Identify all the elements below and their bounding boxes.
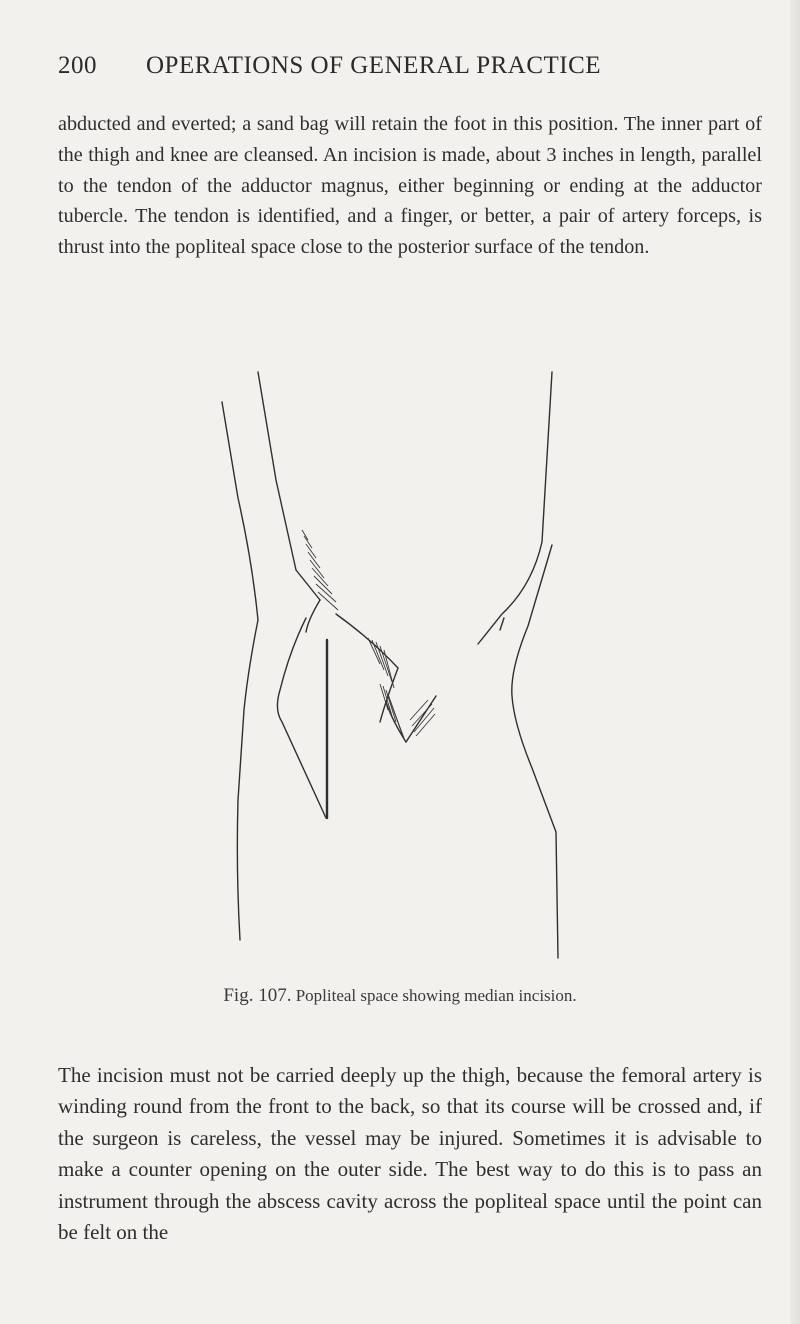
figure-label: Fig. 107. [223,985,292,1006]
paragraph-bottom: The incision must not be carried deeply up the thigh, because the femoral artery is winding round from the front to the back, so that its course will be crossed and, if the surgeon is careless, the vessel may be injured. Sometimes it is advisable to make a counter opening on the outer side. The best way to do this is to pass an instrument through the abscess cavity across the popliteal space until the point can be felt on the [58,1063,762,1245]
page-number: 200 [58,52,97,79]
left-hamstring-edge [277,618,326,818]
paragraph-top: abducted and everted; a sand bag will retain the foot in this position. The inner part of the thigh and knee are cleansed. An incision is made, about 3 inches in length, parallel to the tendon of the adductor magnus, either beginning or ending at the adductor tubercle. The tendon is identified, and a finger, or better, a pair of artery forceps, is thrust into the popliteal space close to the posterior surface of the tendon. [58,113,762,258]
hatching-right-upper [368,638,394,688]
running-title: OPERATIONS OF GENERAL PRACTICE [146,52,602,79]
left-inner-contour [258,372,320,600]
page-edge [790,0,800,1324]
figure-caption-text: Popliteal space showing median incision. [295,986,577,1005]
right-biceps-edge [500,618,504,630]
right-lower-contour [512,545,558,958]
right-outer-contour [478,372,552,644]
hatching-left [302,530,338,610]
figure-caption [0,985,800,1007]
running-header [58,52,758,92]
left-calf-bulge [306,600,320,632]
left-outer-contour [222,402,258,940]
popliteal-space-illustration [180,370,620,970]
